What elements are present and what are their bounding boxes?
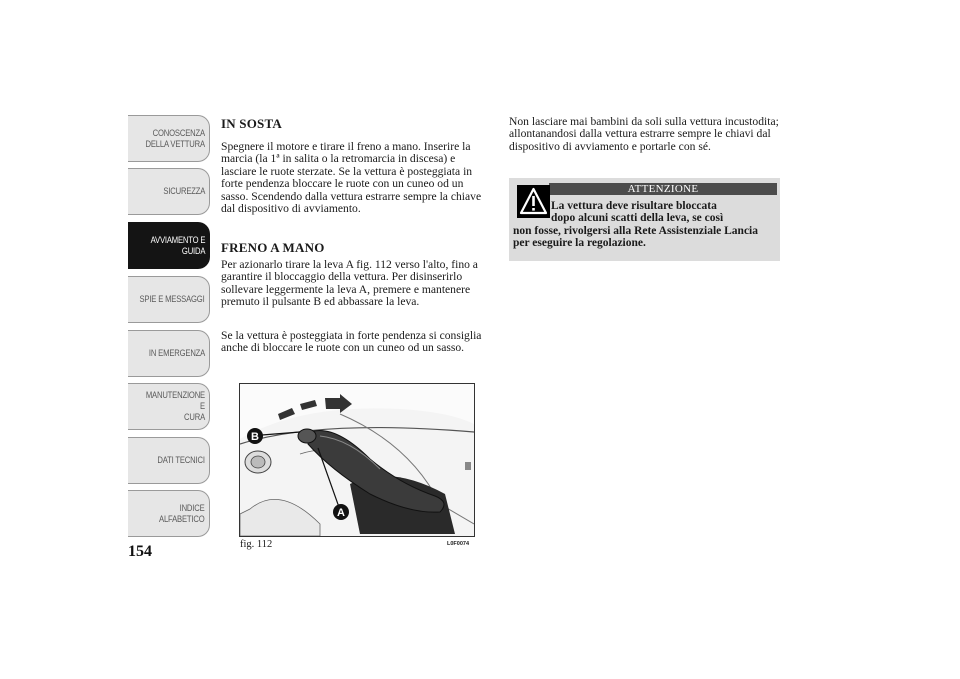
sidebar-tab-label: SPIE E MESSAGGI: [139, 294, 205, 304]
handbrake-figure: [239, 383, 475, 537]
sidebar-tab-conoscenza[interactable]: [128, 115, 210, 162]
sidebar-tab-label: IN EMERGENZA: [148, 348, 205, 358]
warning-title: ATTENZIONE: [549, 183, 777, 195]
freno-paragraph-1: Per azionarlo tirare la leva A fig. 112 verso l'alto, fino a garantire il bloccaggio della vettura. Per disinserirlo sollevare leggermente la leva A, premere e mantenere premuto il pulsante B ed abbassare la leva.: [221, 258, 478, 309]
section-heading-freno-a-mano: FRENO A MANO: [221, 240, 325, 255]
children-warning-paragraph: Non lasciare mai bambini da soli sulla vettura incustodita; allontanandosi dalla vettura estrarre sempre le chiavi dal dispositivo di avviamento e portarle con sé.: [509, 115, 779, 153]
section-heading-in-sosta: IN SOSTA: [221, 116, 282, 131]
figure-caption: fig. 112: [240, 539, 273, 550]
sidebar-tab-emergenza[interactable]: [128, 330, 210, 377]
in-sosta-paragraph: Spegnere il motore e tirare il freno a mano. Inserire la marcia (la 1ª in salita o la retromarcia in discesa) e lasciare le ruote sterzate. Se la vettura è posteggiata in forte pendenza bloccare le ruote con un cuneo od un sasso. Scendendo dalla vettura estrarre sempre la chiave dal dispositivo di avviamento.: [221, 140, 482, 216]
handbrake-illustration: [240, 384, 474, 536]
warning-box: [509, 178, 780, 261]
sidebar-tab-label: SICUREZZA: [163, 186, 205, 196]
sidebar-tab-label: INDICE ALFABETICO: [159, 502, 205, 524]
sidebar-tab-spie[interactable]: [128, 276, 210, 323]
warning-text: [513, 200, 775, 250]
sidebar-tab-indice[interactable]: [128, 490, 210, 537]
sidebar-tab-dati-tecnici[interactable]: [128, 437, 210, 484]
callout-a-label: A: [337, 507, 345, 519]
sidebar-tab-label: MANUTENZIONE E CURA: [145, 390, 205, 422]
page-number: 154: [128, 543, 152, 560]
sidebar-tab-label: DATI TECNICI: [157, 455, 205, 465]
figure-code: L0F0074: [447, 541, 470, 547]
warning-line-rest: non fosse, rivolgersi alla Rete Assistenziale Lancia per eseguire la regolazione.: [513, 224, 758, 250]
sidebar-tab-label: CONOSCENZA DELLA VETTURA: [145, 127, 205, 149]
warning-line-1: La vettura deve risultare bloccata: [551, 200, 717, 212]
freno-paragraph-2: Se la vettura è posteggiata in forte pendenza si consiglia anche di bloccare le ruote con un cuneo od un sasso.: [221, 329, 482, 355]
sidebar-tab-sicurezza[interactable]: [128, 168, 210, 215]
sidebar-tab-manutenzione[interactable]: [128, 383, 210, 430]
callout-b-label: B: [251, 431, 259, 443]
warning-line-2: dopo alcuni scatti della leva, se così: [551, 212, 724, 225]
sidebar-tab-avviamento[interactable]: [128, 222, 210, 269]
sidebar-tab-label: AVVIAMENTO E GUIDA: [150, 234, 205, 256]
